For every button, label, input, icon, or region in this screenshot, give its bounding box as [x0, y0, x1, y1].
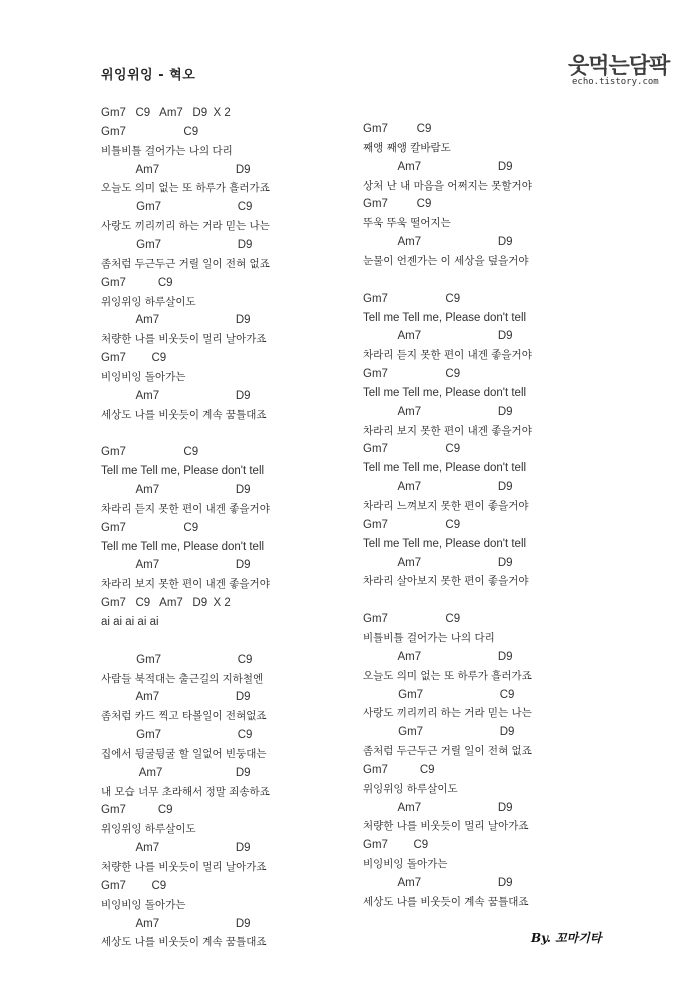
chord-line: Gm7 C9 — [101, 276, 173, 289]
logo-url: echo.tistory.com — [572, 77, 659, 87]
chord-line: Am7 D9 — [363, 236, 513, 249]
chord-line: Gm7 C9 — [101, 879, 167, 892]
lyric-line: 좀처럼 두근두근 거릴 일이 전혀 없죠 — [101, 257, 270, 270]
chord-line: Tell me Tell me, Please don't tell — [363, 462, 527, 475]
lyric-line: 위잉위잉 하루살이도 — [101, 295, 196, 308]
chord-line: Gm7 C9 — [363, 292, 461, 305]
chord-line: Gm7 C9 — [363, 763, 435, 776]
chord-line: Am7 D9 — [101, 842, 251, 855]
lyric-line: 좀처럼 두근두근 거릴 일이 전혀 없죠 — [363, 745, 532, 758]
chord-line: Am7 D9 — [101, 559, 251, 572]
chord-line: Gm7 D9 — [101, 238, 253, 251]
chord-line: Am7 D9 — [101, 163, 251, 176]
lyric-line: 차라리 듣지 못한 편이 내겐 좋을거야 — [363, 349, 532, 362]
chord-line: Gm7 C9 — [101, 804, 173, 817]
chord-line: Tell me Tell me, Please don't tell — [363, 537, 527, 550]
chord-line: Tell me Tell me, Please don't tell — [363, 311, 527, 324]
lyric-line: 차라리 듣지 못한 편이 내겐 좋을거야 — [101, 502, 270, 515]
chord-line: Gm7 C9 Am7 D9 X 2 — [101, 107, 231, 119]
chord-line: Am7 D9 — [101, 389, 251, 402]
lyric-line: 오늘도 의미 없는 또 하루가 흘러가죠 — [101, 182, 270, 195]
chord-line: Tell me Tell me, Please don't tell — [101, 540, 265, 553]
lyric-line: 상처 난 내 마음을 어쩌지는 못할거야 — [363, 179, 532, 192]
lyric-line: 사람들 북적대는 출근길의 지하철엔 — [101, 672, 264, 685]
chord-line: Am7 D9 — [363, 330, 513, 343]
chord-line: Am7 D9 — [101, 917, 251, 930]
chord-line: Gm7 C9 — [101, 352, 167, 365]
chord-line: Tell me Tell me, Please don't tell — [363, 386, 527, 399]
lyric-line: 처량한 나를 비웃듯이 멀리 날아가죠 — [101, 333, 267, 346]
chord-line: Gm7 C9 — [363, 518, 461, 531]
chord-line: Am7 D9 — [363, 160, 513, 173]
chord-line: Am7 D9 — [363, 405, 513, 418]
chord-line: Gm7 D9 — [363, 726, 515, 739]
lyric-line: 차라리 보지 못한 편이 내겐 좋을거야 — [363, 424, 532, 437]
signature: By. 꼬마기타 — [531, 931, 602, 945]
chord-line: Gm7 C9 — [363, 123, 432, 135]
lyric-line: 비잉비잉 돌아가는 — [101, 370, 186, 383]
lyric-line: 좀처럼 카드 찍고 타볼일이 전혀없죠 — [101, 710, 267, 723]
lyric-line: 사랑도 끼리끼리 하는 거라 믿는 나는 — [101, 220, 270, 233]
lyric-line: 차라리 보지 못한 편이 내겐 좋을거야 — [101, 578, 270, 591]
chord-line: Gm7 C9 — [363, 443, 461, 456]
lyric-line: 비잉비잉 돌아가는 — [101, 898, 186, 911]
chord-line: Am7 D9 — [363, 556, 513, 569]
lyric-line: 차라리 느껴보지 못한 편이 좋을거야 — [363, 500, 529, 512]
lyric-line: 세상도 나를 비웃듯이 계속 꿈틀대죠 — [101, 936, 267, 949]
song-title: 위잉위잉 - 혁오 — [101, 68, 196, 83]
chord-line: Gm7 C9 — [363, 613, 461, 626]
chord-line: Am7 D9 — [101, 314, 251, 327]
lyric-line: 내 모습 너무 초라해서 정말 죄송하죠 — [101, 785, 270, 798]
lyric-line: 처량한 나를 비웃듯이 멀리 날아가죠 — [363, 820, 529, 833]
chord-line: Tell me Tell me, Please don't tell — [101, 465, 265, 478]
chord-line: Gm7 C9 Am7 D9 X 2 — [101, 597, 231, 610]
lyric-line: 비틀비틀 걸어가는 나의 다리 — [101, 144, 233, 157]
lyric-line: 오늘도 의미 없는 또 하루가 흘러가죠 — [363, 669, 532, 682]
chord-line: Gm7 C9 — [363, 839, 429, 852]
logo-text: 웃먹는담팍 — [568, 53, 670, 79]
chord-line: Am7 D9 — [363, 877, 513, 889]
lyric-line: 비틀비틀 걸어가는 나의 다리 — [363, 631, 495, 644]
chord-line: Gm7 C9 — [101, 729, 253, 742]
chord-line: ai ai ai ai ai — [101, 615, 159, 628]
chord-line: Am7 D9 — [363, 801, 513, 814]
lyric-line: 집에서 뒹굴뒹굴 할 일없어 빈둥대는 — [101, 747, 267, 760]
lyric-line: 비잉비잉 돌아가는 — [363, 858, 448, 871]
lyric-line: 위잉위잉 하루살이도 — [101, 823, 196, 836]
chord-line: Am7 D9 — [101, 691, 251, 704]
chord-line: Gm7 C9 — [101, 653, 253, 666]
lyric-line: 세상도 나를 비웃듯이 계속 꿈틀대죠 — [101, 408, 267, 421]
lyric-line: 뚜욱 뚜욱 떨어지는 — [363, 217, 451, 230]
lyric-line: 사랑도 끼리끼리 하는 거라 믿는 나는 — [363, 707, 532, 720]
lyric-line: 세상도 나를 비웃듯이 계속 꿈틀대죠 — [363, 895, 529, 908]
chord-line: Gm7 C9 — [363, 688, 515, 701]
chord-line: Gm7 C9 — [101, 201, 253, 214]
chord-line: Am7 D9 — [101, 484, 251, 496]
lyric-line: 째앵 째앵 칼바람도 — [363, 141, 451, 154]
chord-line: Am7 D9 — [101, 766, 251, 779]
chord-line: Gm7 C9 — [363, 368, 461, 381]
lyric-line: 차라리 살아보지 못한 편이 좋을거야 — [363, 575, 529, 588]
chord-line: Am7 D9 — [363, 650, 513, 663]
chord-line: Gm7 C9 — [363, 198, 432, 211]
chord-line: Gm7 C9 — [101, 446, 199, 459]
site-logo — [568, 49, 670, 97]
lyric-line: 눈물이 언젠가는 이 세상을 덮을거야 — [363, 254, 529, 267]
chord-line: Gm7 C9 — [101, 521, 199, 534]
chord-line: Am7 D9 — [363, 481, 513, 494]
lyric-line: 처량한 나를 비웃듯이 멀리 날아가죠 — [101, 861, 267, 873]
chord-line: Gm7 C9 — [101, 125, 199, 138]
lyric-line: 위잉위잉 하루살이도 — [363, 782, 458, 795]
